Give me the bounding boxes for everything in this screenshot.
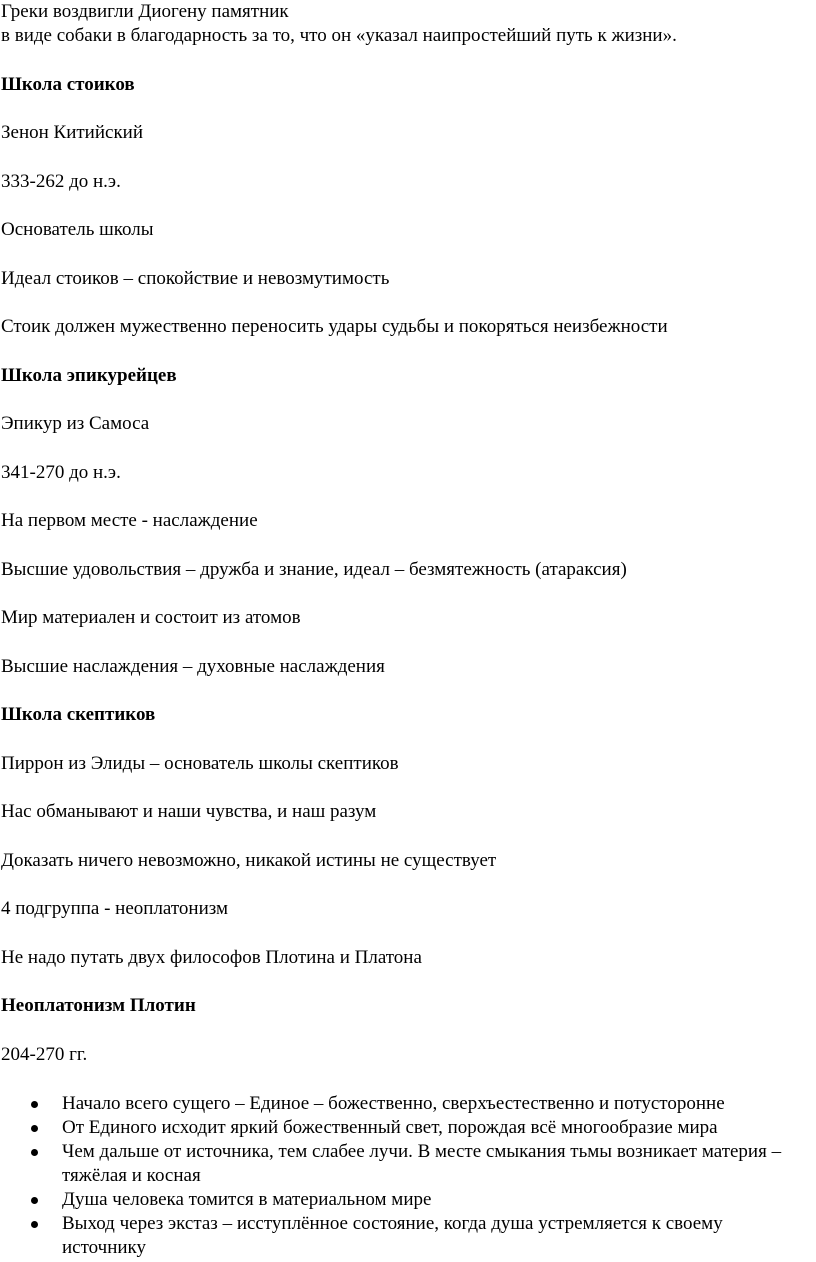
list-item-text: От Единого исходит яркий божественный свет, порождая всё многообразие мира	[62, 1117, 718, 1138]
bullet-icon	[31, 1197, 38, 1204]
list-item-text: Начало всего сущего – Единое – божественно, сверхъестественно и потусторонне	[62, 1093, 725, 1114]
epicureans-line: На первом месте - наслаждение	[1, 510, 258, 531]
epicureans-line: Эпикур из Самоса	[1, 413, 150, 434]
epicureans-line: 341-270 до н.э.	[1, 462, 121, 483]
stoics-line: Стоик должен мужественно переносить удары судьбы и покоряться неизбежности	[1, 316, 668, 337]
list-item-text: Выход через экстаз – исступлённое состояние, когда душа устремляется к своему источнику	[62, 1213, 723, 1258]
list-item	[0, 1212, 802, 1260]
list-item	[0, 1092, 802, 1116]
skeptics-line: 4 подгруппа - неоплатонизм	[1, 898, 229, 919]
bullet-icon	[31, 1221, 38, 1228]
epicureans-heading: Школа эпикурейцев	[1, 365, 177, 386]
neoplatonism-heading: Неоплатонизм Плотин	[1, 995, 196, 1016]
list-item-text: Чем дальше от источника, тем слабее лучи. В месте смыкания тьмы возникает материя – тяжёлая и косная	[62, 1141, 782, 1186]
list-item-text: Душа человека томится в материальном мире	[62, 1189, 432, 1210]
neoplatonism-bullet-list	[0, 1092, 816, 1260]
epicureans-line: Высшие удовольствия – дружба и знание, идеал – безмятежность (атараксия)	[1, 559, 627, 580]
skeptics-line: Доказать ничего невозможно, никакой истины не существует	[1, 850, 497, 871]
skeptics-line: Не надо путать двух философов Плотина и Платона	[1, 947, 422, 968]
stoics-line: Зенон Китийский	[1, 122, 144, 143]
stoics-line: Основатель школы	[1, 219, 154, 240]
epicureans-line: Мир материален и состоит из атомов	[1, 607, 301, 628]
bullet-icon	[31, 1149, 38, 1156]
intro-line-2: в виде собаки в благодарность за то, что он «указал наипростейший путь к жизни».	[1, 25, 677, 46]
bullet-icon	[31, 1101, 38, 1108]
epicureans-line: Высшие наслаждения – духовные наслаждения	[1, 656, 385, 677]
bullet-icon	[31, 1125, 38, 1132]
list-item	[0, 1116, 802, 1140]
list-item	[0, 1188, 802, 1212]
skeptics-line: Нас обманывают и наши чувства, и наш разум	[1, 801, 377, 822]
list-item	[0, 1140, 802, 1188]
stoics-line: 333-262 до н.э.	[1, 171, 121, 192]
stoics-line: Идеал стоиков – спокойствие и невозмутимость	[1, 268, 390, 289]
stoics-heading: Школа стоиков	[1, 74, 135, 95]
neoplatonism-years: 204-270 гг.	[1, 1044, 88, 1065]
skeptics-heading: Школа скептиков	[1, 704, 156, 725]
intro-line-1: Греки воздвигли Диогену памятник	[1, 1, 289, 22]
skeptics-line: Пиррон из Элиды – основатель школы скептиков	[1, 753, 399, 774]
